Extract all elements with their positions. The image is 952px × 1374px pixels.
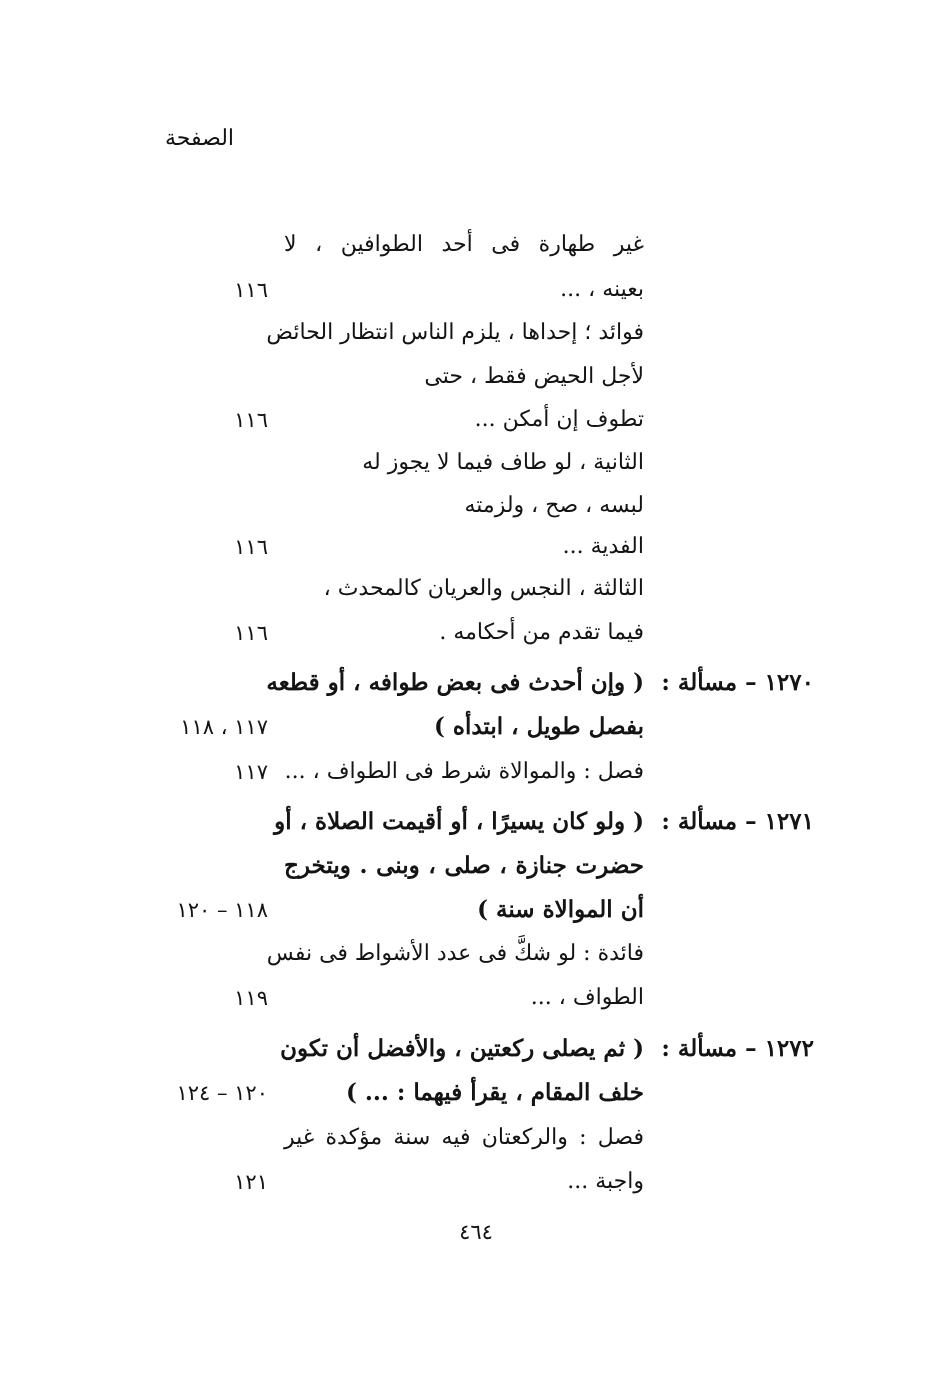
index-line [0, 441, 952, 485]
index-line [0, 1071, 952, 1115]
entry-text: أن الموالاة سنة ) [477, 896, 644, 923]
entry-text: فيما تقدم من أحكامه . [439, 620, 644, 645]
entry-text: حضرت جنازة ، صلى ، وبنى . ويتخرج [284, 852, 644, 879]
index-line [0, 223, 952, 267]
index-line [0, 932, 952, 976]
entry-text: الثالثة ، النجس والعريان كالمحدث ، [323, 576, 644, 601]
issue-number-label: ١٢٧٢ – مسألة : [661, 1035, 814, 1062]
page-number: ٤٦٤ [459, 1220, 493, 1244]
index-line [0, 611, 952, 655]
entry-text: لأجل الحيض فقط ، حتى [424, 364, 644, 389]
page-reference: ١١٦ [234, 408, 268, 432]
entry-text: الطواف ، ... [530, 985, 644, 1010]
page-reference: ١١٩ [234, 986, 268, 1010]
page-reference: ١١٧ [234, 760, 268, 784]
index-line [0, 976, 952, 1020]
index-line [0, 844, 952, 888]
page-reference: ١١٦ [234, 535, 268, 559]
index-line [0, 705, 952, 749]
entry-text: تطوف إن أمكن ... [474, 407, 644, 432]
index-line [0, 1027, 952, 1071]
page-reference: ١٢١ [234, 1170, 268, 1194]
page-reference: ١١٨ – ١٢٠ [176, 898, 268, 922]
index-line [0, 567, 952, 611]
entry-text: خلف المقام ، يقرأ فيهما : ... ) [345, 1079, 644, 1106]
index-line [0, 800, 952, 844]
entry-text: لبسه ، صح ، ولزمته [464, 493, 644, 518]
index-line [0, 1160, 952, 1204]
entry-text: بعينه ، ... [560, 277, 644, 302]
entry-text: الفدية ... [562, 534, 644, 559]
issue-number-label: ١٢٧٠ – مسألة : [661, 669, 814, 696]
page-column-header: الصفحة [165, 126, 235, 151]
page-reference: ١٢٠ – ١٢٤ [176, 1081, 268, 1105]
entry-text: ( وإن أحدث فى بعض طوافه ، أو قطعه [266, 669, 644, 696]
issue-number-label: ١٢٧١ – مسألة : [661, 808, 814, 835]
index-line [0, 355, 952, 399]
index-line [0, 888, 952, 932]
page-reference: ١١٦ [234, 278, 268, 302]
entry-text: فصل : والموالاة شرط فى الطواف ، ... [284, 759, 644, 784]
entry-text: بفصل طويل ، ابتدأه ) [434, 713, 644, 740]
index-line [0, 268, 952, 312]
entry-text: فصل : والركعتان فيه سنة مؤكدة غير [284, 1125, 644, 1150]
entry-text: الثانية ، لو طاف فيما لا يجوز له [362, 450, 644, 475]
page-reference: ١١٦ [234, 621, 268, 645]
entry-text: غير طهارة فى أحد الطوافين ، لا [284, 232, 644, 257]
index-line [0, 750, 952, 794]
index-line [0, 525, 952, 569]
index-line [0, 1116, 952, 1160]
entry-text: ( ثم يصلى ركعتين ، والأفضل أن تكون [280, 1035, 644, 1062]
entry-text: واجبة ... [567, 1169, 644, 1194]
index-line [0, 398, 952, 442]
entry-text: ( ولو كان يسيرًا ، أو أقيمت الصلاة ، أو [274, 808, 644, 835]
index-line [0, 311, 952, 355]
entry-text: فوائد ؛ إحداها ، يلزم الناس انتظار الحائض [266, 320, 644, 345]
page-reference: ١١٧ ، ١١٨ [180, 715, 268, 739]
index-line [0, 484, 952, 528]
entry-text: فائدة : لو شكَّ فى عدد الأشواط فى نفس [266, 941, 644, 966]
index-line [0, 661, 952, 705]
